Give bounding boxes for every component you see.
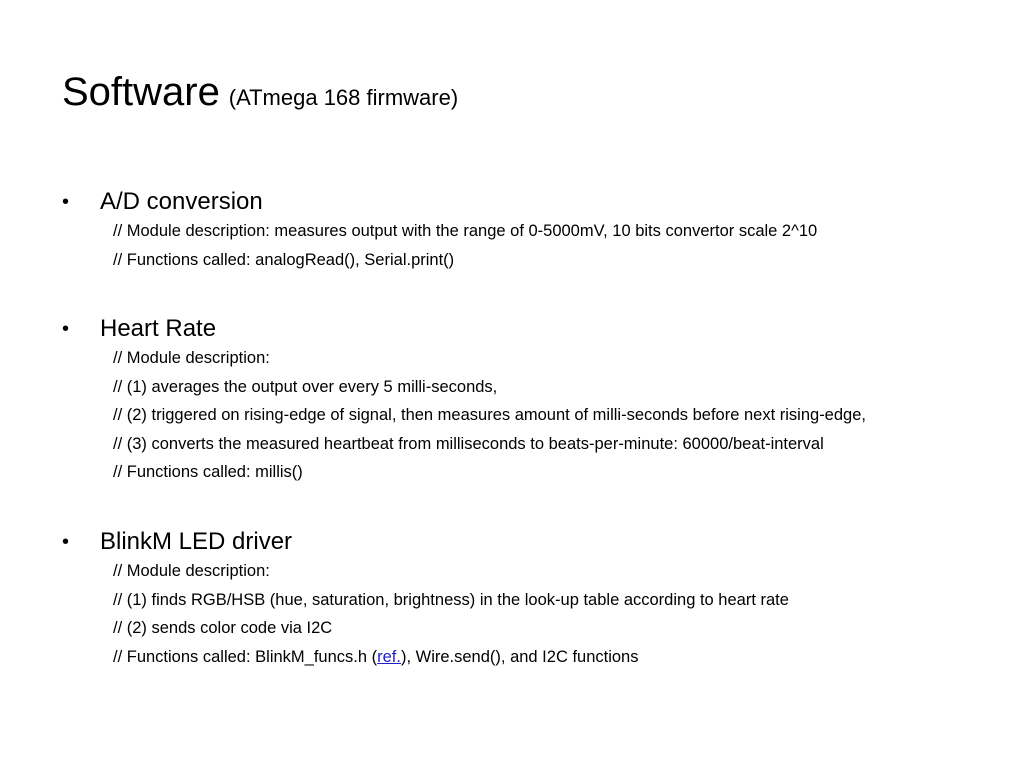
sub-line-functions-called xyxy=(113,643,1002,672)
sub-line: // Functions called: millis() xyxy=(113,463,303,481)
sub-line: // Module description: measures output with the range of 0-5000mV, 10 bits convertor scale 2^10 xyxy=(113,222,818,240)
slide-title-main: Software xyxy=(62,70,220,114)
bullet-item xyxy=(62,314,1002,344)
bullet-item xyxy=(62,187,1002,217)
sub-line: // (1) finds RGB/HSB (hue, saturation, brightness) in the look-up table according to heart rate xyxy=(113,590,789,609)
bullet-dot-icon: • xyxy=(62,191,70,213)
slide-title xyxy=(62,72,458,112)
sub-line: // (2) sends color code via I2C xyxy=(113,619,333,637)
sub-line-list xyxy=(62,344,1002,487)
sub-line-suffix: ), Wire.send(), and I2C functions xyxy=(400,647,639,666)
bullet-label: Heart Rate xyxy=(100,315,217,342)
section-ad-conversion xyxy=(62,187,1002,274)
bullet-label: A/D conversion xyxy=(100,188,263,215)
bullet-dot-icon: • xyxy=(62,318,70,340)
bullet-label: BlinkM LED driver xyxy=(100,528,293,555)
sub-line: // Module description: xyxy=(113,562,270,580)
sub-line: // (3) converts the measured heartbeat from milliseconds to beats-per-minute: 60000/beat-interval xyxy=(113,434,824,453)
sub-line: // Functions called: analogRead(), Serial.print() xyxy=(113,250,455,269)
ref-link[interactable]: ref. xyxy=(377,647,401,666)
bullet-dot-icon: • xyxy=(62,531,70,553)
sub-line-list xyxy=(62,217,1002,274)
slide-title-subtitle: (ATmega 168 firmware) xyxy=(228,85,459,110)
sub-line: // (1) averages the output over every 5 milli-seconds, xyxy=(113,377,498,396)
sub-line-list xyxy=(62,557,1002,671)
sub-line: // (2) triggered on rising-edge of signal, then measures amount of milli-seconds before next rising-edge, xyxy=(113,406,866,424)
bullet-item xyxy=(62,527,1002,557)
sub-line-prefix: // Functions called: BlinkM_funcs.h ( xyxy=(113,647,378,666)
sub-line: // Module description: xyxy=(113,349,270,367)
section-blinkm-led-driver xyxy=(62,527,1002,671)
section-heart-rate xyxy=(62,314,1002,487)
